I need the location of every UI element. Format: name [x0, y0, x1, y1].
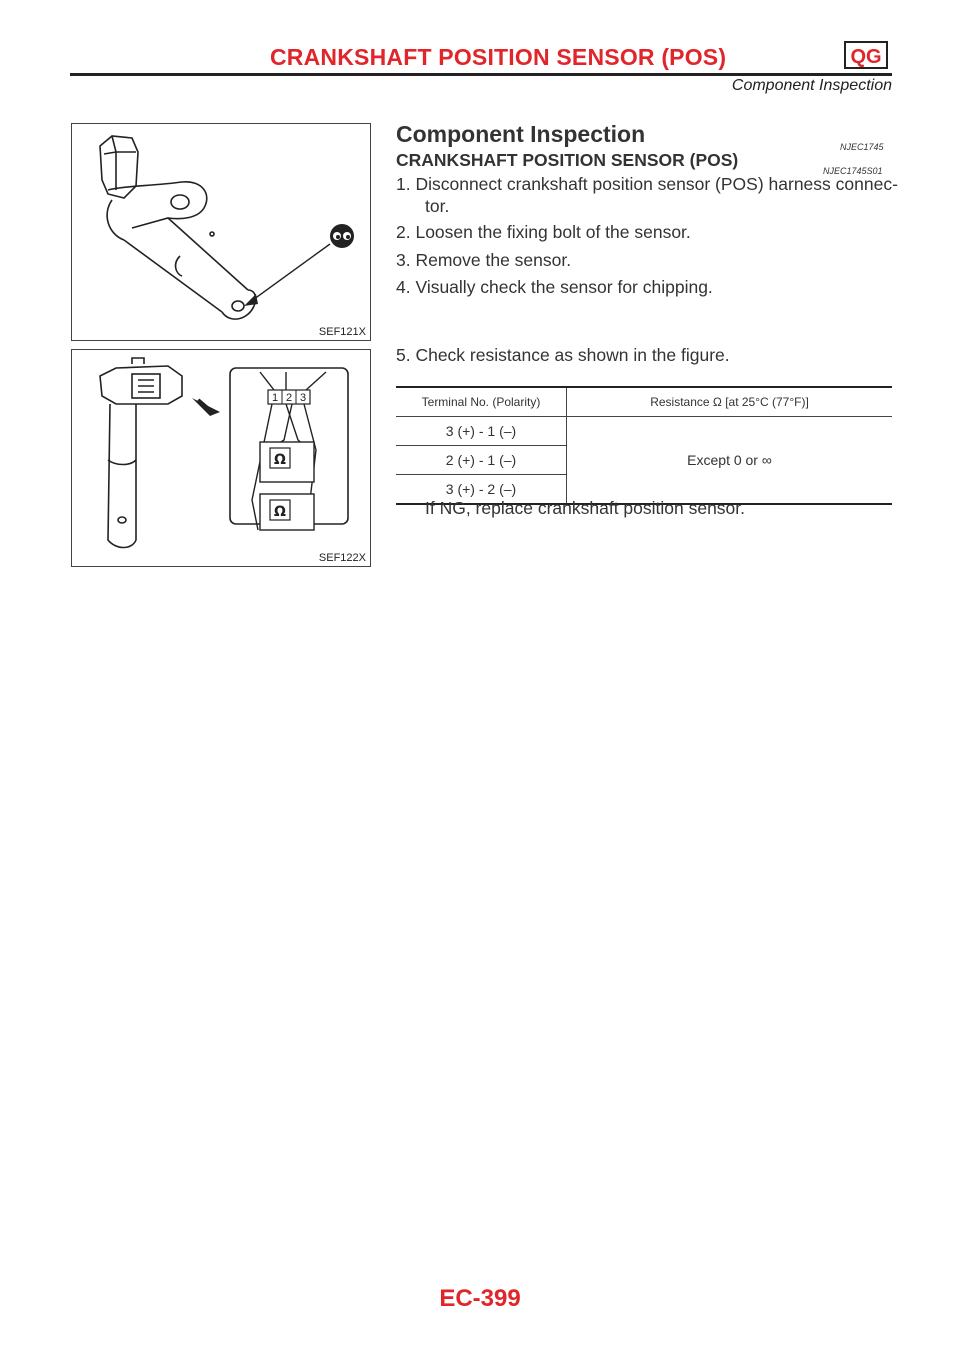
section-title: Component Inspection: [396, 121, 646, 147]
figure-resistance-check: [71, 349, 371, 567]
ng-note: If NG, replace crankshaft position sensor.: [425, 498, 746, 518]
page-number: EC-399: [439, 1285, 521, 1312]
terminal-cell: 2 (+) - 1 (–): [396, 446, 567, 475]
terminal-cell: 3 (+) - 2 (–): [396, 475, 567, 505]
resistance-diagram: [72, 350, 370, 566]
header-resistance: Resistance Ω [at 25°C (77°F)]: [650, 395, 809, 409]
page-header-subtitle: Component Inspection: [731, 77, 892, 94]
page-header-title: CRANKSHAFT POSITION SENSOR (POS): [270, 44, 727, 70]
header-rule: [70, 73, 892, 76]
ohmmeter-symbol-2: Ω: [274, 504, 286, 520]
sensor-illustration: [72, 124, 370, 340]
figure-sensor-visual-check: [71, 123, 371, 341]
figure-label: SEF122X: [318, 552, 366, 564]
section-subtitle-ref: NJEC1745S01: [823, 166, 883, 176]
step-1: 1. Disconnect crankshaft position sensor (POS) harness connec-: [396, 174, 898, 194]
resistance-table: [396, 386, 892, 505]
ohmmeter-symbol-1: Ω: [274, 452, 286, 468]
step-3: 3. Remove the sensor.: [396, 250, 572, 270]
table-row: [396, 417, 892, 446]
step-1-continued: tor.: [425, 196, 450, 216]
section-subtitle: CRANKSHAFT POSITION SENSOR (POS): [396, 150, 739, 170]
terminal-cell: 3 (+) - 1 (–): [396, 417, 567, 446]
section-title-ref: NJEC1745: [840, 142, 884, 152]
step-2: 2. Loosen the fixing bolt of the sensor.: [396, 222, 691, 242]
terminal-1: 1: [271, 392, 279, 404]
step-4: 4. Visually check the sensor for chipping.: [396, 277, 713, 297]
step-5: 5. Check resistance as shown in the figure.: [396, 345, 730, 365]
table-header-row: [396, 387, 892, 417]
resistance-value: Except 0 or ∞: [687, 452, 772, 468]
terminal-2: 2: [285, 392, 293, 404]
header-terminal: Terminal No. (Polarity): [396, 387, 567, 417]
terminal-3: 3: [299, 392, 307, 404]
figure-label: SEF121X: [318, 326, 366, 338]
engine-badge: QG: [844, 41, 888, 69]
